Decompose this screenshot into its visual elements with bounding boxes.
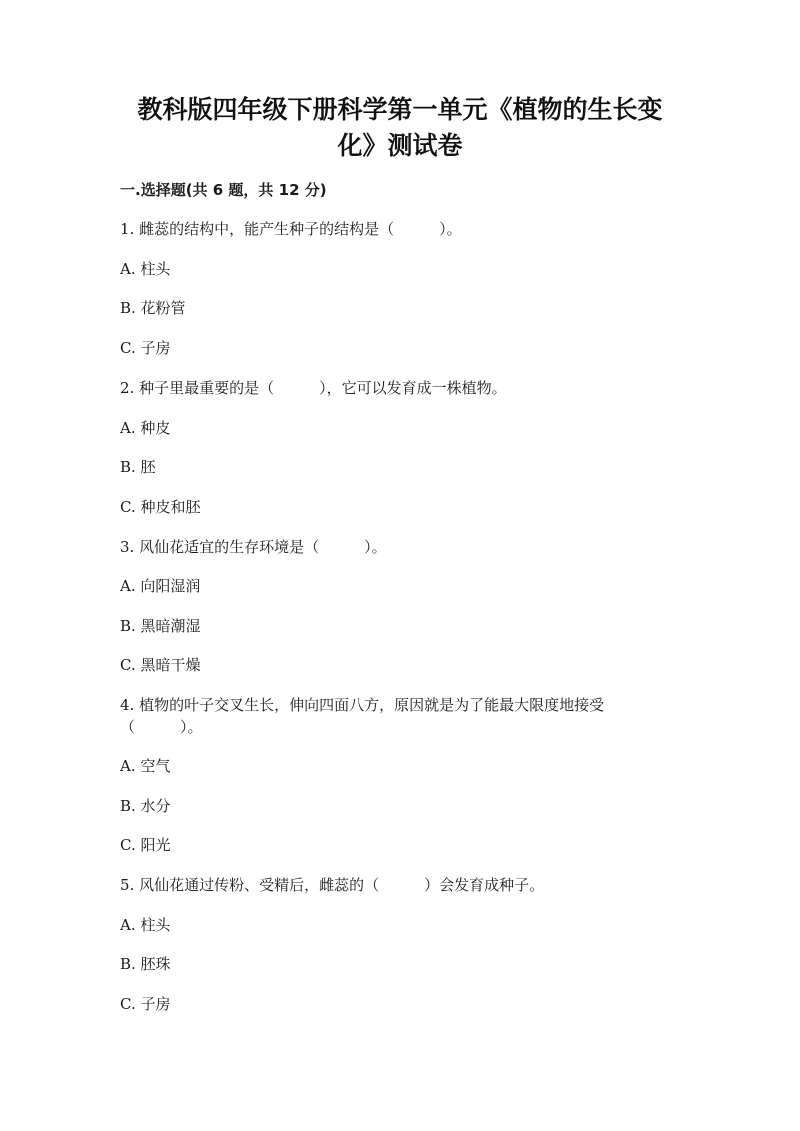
question-2-option-a: A. 种皮: [120, 419, 171, 437]
question-4-option-c: C. 阳光: [120, 836, 171, 854]
question-4-stem-line-1: 4. 植物的叶子交叉生长，伸向四面八方，原因就是为了能最大限度地接受: [120, 696, 605, 714]
question-3-option-c: C. 黑暗干燥: [120, 656, 201, 674]
question-5-option-c: C. 子房: [120, 995, 171, 1013]
question-4-option-a: A. 空气: [120, 757, 171, 775]
question-1-option-c: C. 子房: [120, 339, 171, 357]
question-2-option-c: C. 种皮和胚: [120, 498, 201, 516]
question-5-stem: 5. 风仙花通过传粉、受精后，雌蕊的（ ）会发育成种子。: [120, 876, 545, 894]
title-line-1: 教科版四年级下册科学第一单元《植物的生长变: [137, 95, 663, 124]
question-1-stem: 1. 雌蕊的结构中，能产生种子的结构是（ ）。: [120, 220, 462, 238]
page-title: [120, 92, 680, 164]
question-4-stem-line-2: （ ）。: [120, 718, 203, 736]
question-2-stem: 2. 种子里最重要的是（ ），它可以发育成一株植物。: [120, 379, 507, 397]
section-heading: 一.选择题(共 6 题，共 12 分): [120, 181, 327, 199]
question-5-option-b: B. 胚珠: [120, 955, 171, 973]
question-5-option-a: A. 柱头: [120, 916, 171, 934]
question-1-option-a: A. 柱头: [120, 260, 171, 278]
question-3-stem: 3. 风仙花适宜的生存环境是（ ）。: [120, 538, 387, 556]
title-line-2: 化》测试卷: [337, 131, 463, 160]
question-3-option-b: B. 黑暗潮湿: [120, 617, 201, 635]
question-4-option-b: B. 水分: [120, 797, 171, 815]
question-3-option-a: A. 向阳湿润: [120, 577, 201, 595]
question-1-option-b: B. 花粉管: [120, 299, 186, 317]
question-2-option-b: B. 胚: [120, 458, 156, 476]
